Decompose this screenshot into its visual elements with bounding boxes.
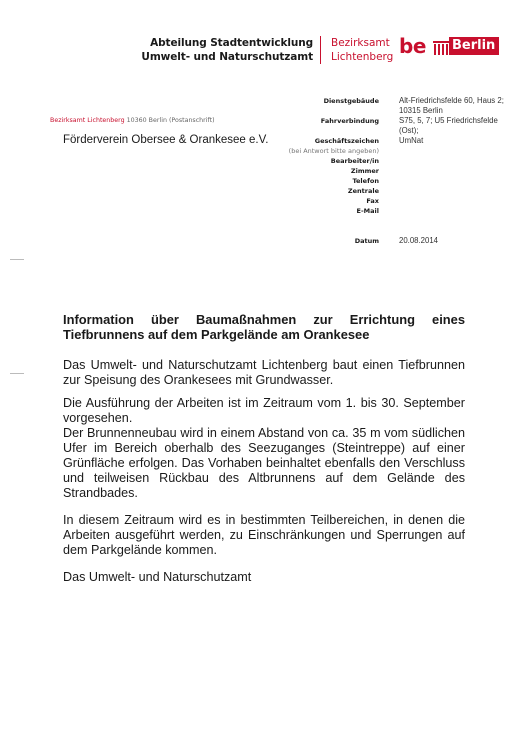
sender-org: Bezirksamt Lichtenberg: [50, 117, 125, 124]
label-fax: Fax: [366, 197, 379, 205]
label-email: E-Mail: [356, 207, 379, 215]
logo-be-text: be: [399, 34, 426, 58]
department-line-2: Umwelt- und Naturschutzamt: [141, 51, 313, 63]
letter-paragraph-3: [63, 513, 465, 558]
bezirksamt-line-1: Bezirksamt: [331, 37, 390, 49]
punch-mark: [10, 373, 24, 374]
value-datum: 20.08.2014: [399, 236, 439, 245]
label-fahrverbindung: Fahrverbindung: [320, 117, 379, 125]
logo-berlin-text: Berlin: [452, 38, 496, 53]
label-hint: (bei Antwort bitte angeben): [288, 147, 379, 155]
label-dienstgebaeude: Dienstgebäude: [323, 97, 379, 105]
label-zentrale: Zentrale: [347, 187, 379, 195]
letter-title: Information über Baumaßnahmen zur Errichtung eines Tiefbrunnens auf dem Parkgelände am Orankesee: [63, 312, 465, 342]
letter-closing: Das Umwelt- und Naturschutzamt: [63, 570, 252, 584]
sender-address: 10360 Berlin (Postanschrift): [126, 117, 215, 124]
paragraph-3-text: In diesem Zeitraum wird es in bestimmten Teilbereichen, in denen die Arbeiten ausgeführt werden, zu Einschränkungen und Sperrungen auf dem Parkgelände kommen.: [63, 513, 465, 557]
label-geschaeftszeichen: Geschäftszeichen: [314, 137, 379, 145]
header-divider: [320, 36, 321, 64]
recipient: Förderverein Obersee & Orankesee e.V.: [63, 134, 269, 146]
label-telefon: Telefon: [352, 177, 379, 185]
brandenburg-gate-icon: [433, 41, 449, 55]
department-line-1: Abteilung Stadtentwicklung: [150, 37, 313, 49]
value-geschaeftszeichen: UmNat: [399, 136, 424, 145]
be-berlin-logo: [399, 35, 499, 61]
letter-paragraph-2: [63, 396, 465, 501]
bezirksamt-label: [331, 36, 393, 64]
sender-line: [50, 117, 215, 125]
paragraph-1-text: Das Umwelt- und Naturschutzamt Lichtenberg baut einen Tiefbrunnen zur Speisung des Orankesees mit Grundwasser.: [63, 358, 465, 387]
fold-mark-top: [10, 259, 24, 260]
bezirksamt-line-2: Lichtenberg: [331, 51, 394, 63]
value-dienstgebaeude-2: 10315 Berlin: [399, 106, 443, 115]
paragraph-2b-text: Der Brunnenneubau wird in einem Abstand von ca. 35 m vom südlichen Ufer im Bereich oberhalb des Seezuganges (Steintreppe) auf einer Grünfläche erfolgen. Das Vorhaben beinhaltet ebenfalls den Verschluss und teilweisen Rückbau des Altbrunnens auf dem Gelände des Strandbades.: [63, 426, 465, 500]
paragraph-2a-text: Die Ausführung der Arbeiten ist im Zeitraum vom 1. bis 30. September vorgesehen.: [63, 396, 465, 425]
label-bearbeiter: Bearbeiter/in: [330, 157, 379, 165]
label-datum: Datum: [354, 237, 379, 245]
department-heading: [141, 36, 313, 64]
value-fahrverbindung-1: S75, 5, 7; U5 Friedrichsfelde: [399, 116, 498, 125]
value-dienstgebaeude-1: Alt-Friedrichsfelde 60, Haus 2;: [399, 96, 504, 105]
info-values: [399, 96, 509, 246]
label-zimmer: Zimmer: [350, 167, 379, 175]
info-labels: [289, 96, 379, 246]
value-fahrverbindung-2: (Ost);: [399, 126, 419, 135]
letter-paragraph-1: [63, 358, 465, 388]
